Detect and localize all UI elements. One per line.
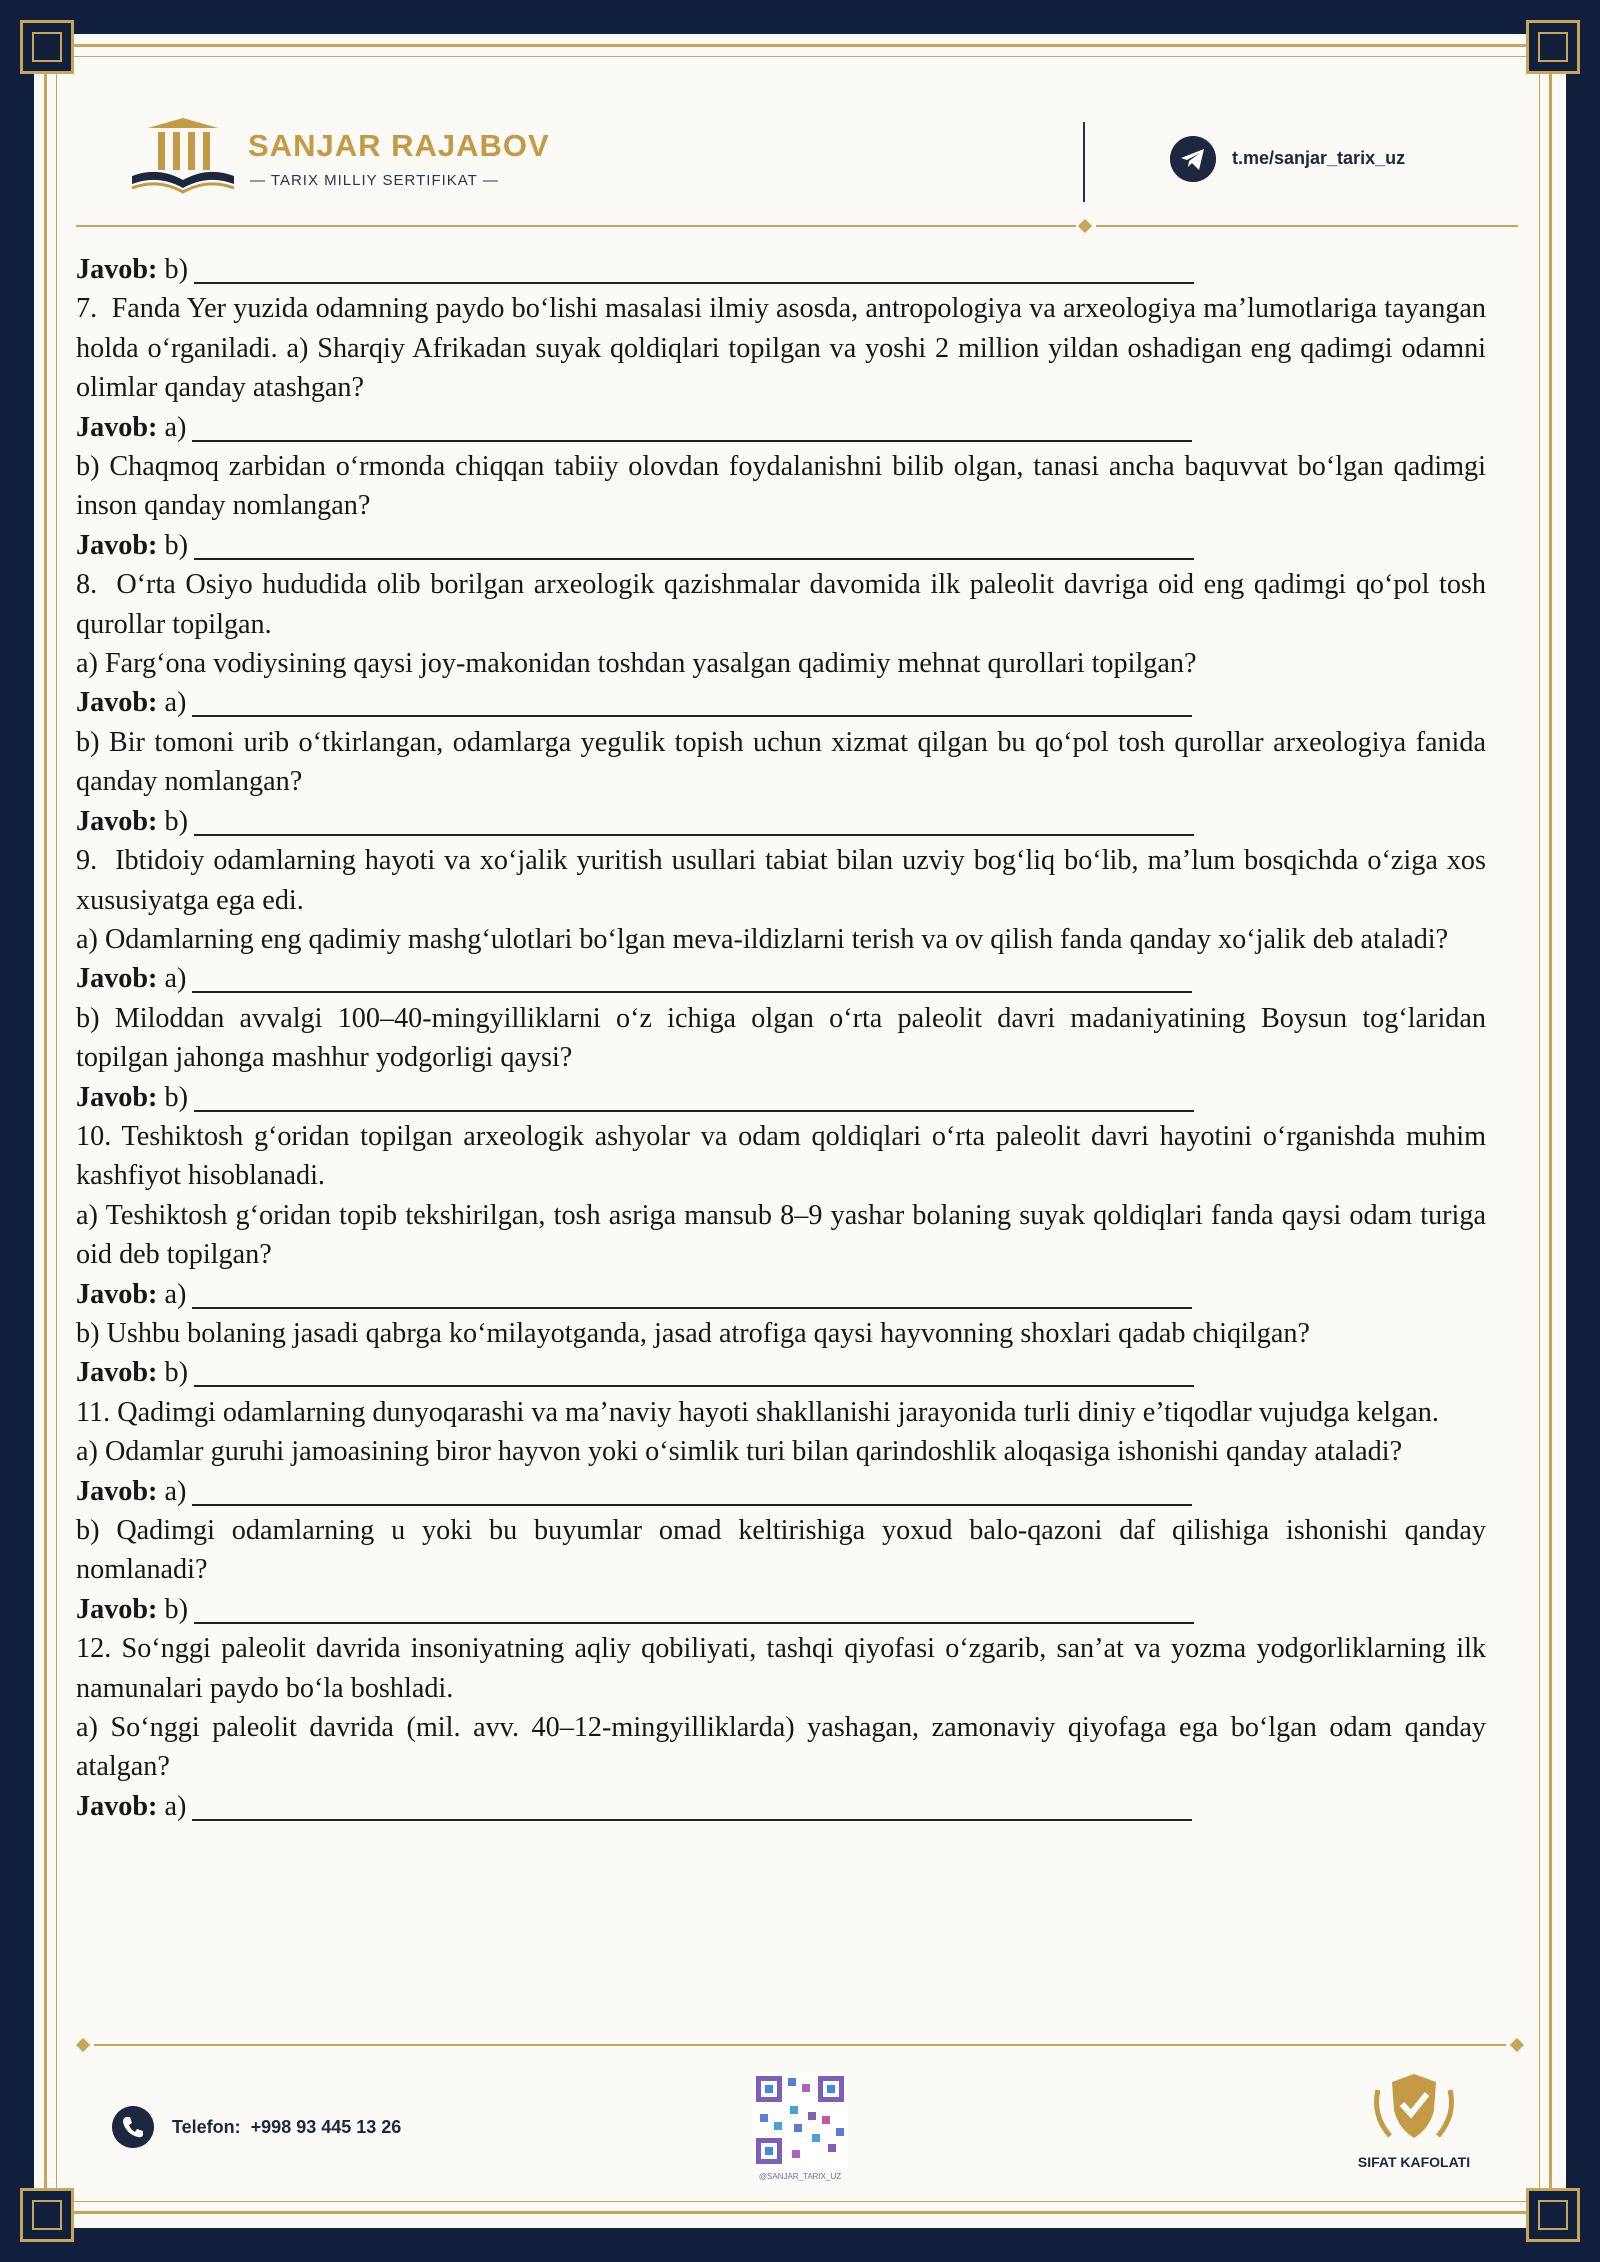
question-text: a) Odamlarning eng qadimiy mashg‘ulotlari bo‘lgan meva-ildizlarni terish va ov qilish fanda qanday xo‘jalik deb ataladi? <box>76 923 1449 955</box>
answer-blank[interactable] <box>192 685 1192 717</box>
answer-label: Javob: <box>76 411 158 443</box>
question-text: 10. Teshiktosh g‘oridan topilgan arxeologik ashyolar va odam qoldiqlari o‘rta paleolit davri hayotini o‘rganishda muhim kashfiyot hisoblanadi. <box>76 1120 1486 1192</box>
answer-label: Javob: <box>76 1593 158 1625</box>
qr-caption: @SANJAR_TARIX_UZ <box>758 2172 842 2181</box>
header-rule-left <box>76 225 1076 227</box>
telegram-icon <box>1170 136 1216 182</box>
answer-line <box>76 1472 1486 1511</box>
header-divider <box>1083 122 1085 202</box>
question-text: b) Chaqmoq zarbidan o‘rmonda chiqqan tabiiy olovdan foydalanishni bilib olgan, tanasi ancha baquvvat bo‘lgan qadimgi inson qanday nomlangan? <box>76 451 1486 522</box>
answer-label: Javob: <box>76 1278 158 1310</box>
answer-line <box>76 1787 1486 1826</box>
answer-blank[interactable] <box>194 1355 1194 1387</box>
question-text: 12. So‘nggi paleolit davrida insoniyatning aqliy qobiliyati, tashqi qiyofasi o‘zgarib, san’at va yozma yodgorliklarning ilk namunalari paydo bo‘la boshladi. <box>76 1633 1486 1704</box>
answer-marker: b) <box>164 254 188 285</box>
answer-marker: a) <box>164 963 187 995</box>
document-body <box>76 250 1486 1826</box>
answer-blank[interactable] <box>194 252 1194 284</box>
answer-blank[interactable] <box>194 804 1194 836</box>
question-text: a) So‘nggi paleolit davrida (mil. avv. 40–12-mingyilliklarda) yashagan, zamonaviy qiyofaga ega bo‘lgan odam qanday atalgan? <box>76 1712 1486 1783</box>
answer-line <box>76 1353 1486 1392</box>
answer-blank[interactable] <box>192 1474 1192 1506</box>
answer-label: Javob: <box>76 1357 158 1389</box>
question-text: b) Ushbu bolaning jasadi qabrga ko‘milayotganda, jasad atrofiga qaysi hayvonning shoxlari qadab chiqilgan? <box>76 1317 1310 1349</box>
brand-name: SANJAR RAJABOV <box>248 128 550 163</box>
answer-blank[interactable] <box>192 1277 1192 1309</box>
answer-blank[interactable] <box>192 1789 1192 1821</box>
corner-ornament <box>1526 20 1580 74</box>
question-text: 7. Fanda Yer yuzida odamning paydo bo‘lishi masalasi ilmiy asosda, antropologiya va arxeologiya ma’lumotlariga tayangan holda o‘rganiladi. a) Sharqiy Afrikadan suyak qoldiqlari topilgan va yoshi 2 million yildan oshadigan eng qadimgi odamni olimlar qanday atashgan? <box>76 293 1486 404</box>
answer-label: Javob: <box>76 1081 158 1113</box>
answer-label: Javob: <box>76 529 158 561</box>
answer-marker: b) <box>164 1081 188 1113</box>
question-text: b) Bir tomoni urib o‘tkirlangan, odamlarga yegulik topish uchun xizmat qilgan bu qo‘pol tosh qurollar arxeologiya fanida qanday nomlangan? <box>76 726 1486 798</box>
phone-number: Telefon: +998 93 445 13 26 <box>172 2117 402 2137</box>
answer-line <box>76 1275 1486 1314</box>
answer-marker: a) <box>164 1790 187 1822</box>
answer-blank[interactable] <box>194 1592 1194 1624</box>
question-text: a) Teshiktosh g‘oridan topib tekshirilgan, tosh asriga mansub 8–9 yashar bolaning suyak qoldiqlari fanda qaysi odam turiga oid deb topilgan? <box>76 1199 1486 1271</box>
answer-line <box>76 1590 1486 1629</box>
answer-marker: a) <box>164 687 187 719</box>
phone-icon <box>112 2106 154 2148</box>
answer-marker: a) <box>164 1475 187 1507</box>
answer-label: Javob: <box>76 805 158 837</box>
answer-label: Javob: <box>76 1790 158 1822</box>
answer-marker: b) <box>164 529 188 561</box>
answer-label: Javob: <box>76 963 158 995</box>
question-text: 9. Ibtidoiy odamlarning hayoti va xo‘jalik yuritish usullari tabiat bilan uzviy bog‘liq bo‘lib, ma’lum bosqichda o‘ziga xos xususiyatga ega edi. <box>76 845 1486 916</box>
answer-line <box>76 683 1486 722</box>
answer-blank[interactable] <box>192 410 1192 442</box>
answer-blank[interactable] <box>192 961 1192 993</box>
answer-marker: b) <box>164 1593 188 1625</box>
answer-line <box>76 250 1486 289</box>
question-text: a) Farg‘ona vodiysining qaysi joy-makonidan toshdan yasalgan qadimiy mehnat qurollari topilgan? <box>76 648 1197 680</box>
answer-line <box>76 959 1486 998</box>
answer-marker: a) <box>164 411 187 443</box>
answer-marker: b) <box>164 1357 188 1389</box>
book-pillars-logo <box>128 118 238 198</box>
quality-badge-label: SIFAT KAFOLATI <box>1357 2154 1471 2170</box>
question-text: b) Qadimgi odamlarning u yoki bu buyumlar omad keltirishiga yoxud balo-qazoni daf qilishiga ishonishi qanday nomlanadi? <box>76 1515 1486 1586</box>
answer-marker: b) <box>164 805 188 837</box>
question-text: 8. O‘rta Osiyo hududida olib borilgan arxeologik qazishmalar davomida ilk paleolit davriga oid eng qadimgi qo‘pol tosh qurollar topilgan. <box>76 569 1486 640</box>
question-text: 11. Qadimgi odamlarning dunyoqarashi va ma’naviy hayoti shakllanishi jarayonida turli diniy e’tiqodlar vujudga kelgan. <box>76 1396 1439 1428</box>
answer-label: Javob: <box>76 1475 158 1507</box>
question-text: b) Miloddan avvalgi 100–40-mingyilliklarni o‘z ichiga olgan o‘rta paleolit davri madaniyatining Boysun tog‘laridan topilgan jahonga mashhur yodgorligi qaysi? <box>76 1002 1486 1074</box>
brand-subtitle: — TARIX MILLIY SERTIFIKAT — <box>250 172 499 189</box>
answer-line <box>76 408 1486 447</box>
quality-shield-icon <box>1368 2070 1460 2150</box>
answer-marker: a) <box>164 1278 187 1310</box>
answer-line <box>76 802 1486 841</box>
answer-blank[interactable] <box>194 1080 1194 1112</box>
answer-line <box>76 1078 1486 1117</box>
answer-label: Javob: <box>76 687 158 719</box>
corner-ornament <box>20 20 74 74</box>
corner-ornament <box>1526 2188 1580 2242</box>
telegram-link[interactable]: t.me/sanjar_tarix_uz <box>1232 148 1406 168</box>
footer-rule <box>94 2044 1506 2046</box>
answer-line <box>76 526 1486 565</box>
corner-ornament <box>20 2188 74 2242</box>
qr-code-icon[interactable] <box>752 2072 848 2168</box>
header-rule-right <box>1096 225 1518 227</box>
answer-label: Javob: <box>76 254 158 285</box>
question-text: a) Odamlar guruhi jamoasining biror hayvon yoki o‘simlik turi bilan qarindoshlik aloqasiga ishonishi qanday ataladi? <box>76 1436 1403 1468</box>
answer-blank[interactable] <box>194 528 1194 560</box>
